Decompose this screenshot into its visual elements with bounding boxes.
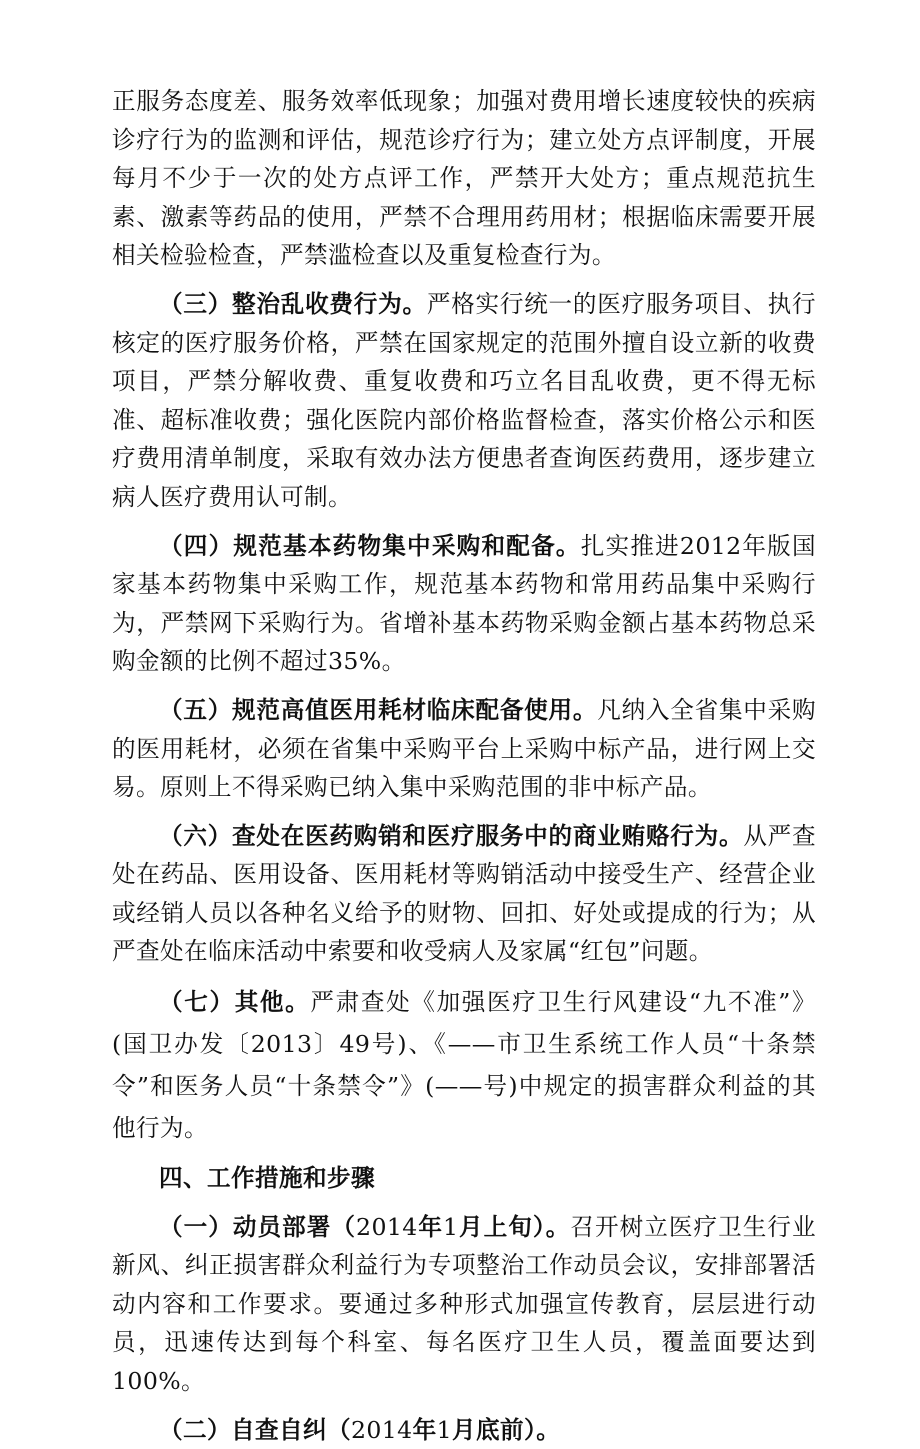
- paragraph-item-7: [112, 981, 816, 1149]
- heading-part: 年: [417, 1212, 443, 1241]
- heading-month: 1: [436, 1415, 453, 1444]
- heading-part: 年: [412, 1415, 437, 1444]
- paragraph-heading: （六）查处在医药购销和医疗服务中的商业贿赂行为。: [159, 821, 744, 850]
- heading-year: 2014: [350, 1415, 413, 1444]
- paragraph-heading: （四）规范基本药物集中采购和配备。: [159, 531, 581, 560]
- paragraph-continuation: [112, 82, 816, 275]
- heading-year: 2014: [356, 1212, 418, 1241]
- paragraph-body: 凡纳入全省集中采购的医用耗材，必须在省集中采购平台上采购中标产品，进行网上交易。原则上不得采购已纳入集中采购范围的非中标产品。: [112, 695, 816, 802]
- paragraph-body: 严格实行统一的医疗服务项目、执行核定的医疗服务价格，严禁在国家规定的范围外擅自设立新的收费项目，严禁分解收费、重复收费和巧立名目乱收费，更不得无标准、超标准收费；强化医院内部价格监督检查，落实价格公示和医疗费用清单制度，采取有效办法方便患者查询医药费用，逐步建立病人医疗费用认可制。: [112, 289, 816, 511]
- section-heading: [112, 1159, 816, 1198]
- heading-part: 月上旬）。: [458, 1212, 571, 1241]
- paragraph-item-5: [112, 691, 816, 807]
- heading-part: 月底前）。: [452, 1415, 561, 1444]
- paragraph-item-4: [112, 527, 816, 681]
- section-title: 四、工作措施和步骤: [159, 1164, 375, 1193]
- paragraph-heading: （五）规范高值医用耗材临床配备使用。: [159, 695, 598, 724]
- paragraph-step-2: [112, 1411, 816, 1449]
- paragraph-item-3: [112, 285, 816, 517]
- heading-month: 1: [442, 1212, 459, 1241]
- paragraph-body: 扎实推进2012年版国家基本药物集中采购工作，规范基本药物和常用药品集中采购行为，严禁网下采购行为。省增补基本药物采购金额占基本药物总采购金额的比例不超过35%。: [112, 531, 816, 676]
- paragraph-body: 从严查处在药品、医用设备、医用耗材等购销活动中接受生产、经营企业或经销人员以各种名义给予的财物、回扣、好处或提成的行为；从严查处在临床活动中索要和收受病人及家属“红包”问题。: [112, 821, 816, 966]
- paragraph-heading: [159, 1213, 570, 1241]
- heading-part: （一）动员部署（: [159, 1212, 357, 1241]
- paragraph-heading: （三）整治乱收费行为。: [159, 289, 427, 318]
- paragraph-body: 召开树立医疗卫生行业新风、纠正损害群众利益行为专项整治工作动员会议，安排部署活动内容和工作要求。要通过多种形式加强宣传教育，层层进行动员，迅速传达到每个科室、每名医疗卫生人员，覆盖面要达到100%。: [112, 1212, 817, 1396]
- paragraph-heading: （七）其他。: [159, 988, 311, 1017]
- paragraph-step-1: [112, 1208, 816, 1401]
- paragraph-item-6: [112, 817, 816, 971]
- paragraph-body: 严肃查处《加强医疗卫生行风建设“九不准”》(国卫办发〔2013〕49号)、《——市卫生系统工作人员“十条禁令”和医务人员“十条禁令”》(——号)中规定的损害群众利益的其他行为。: [112, 988, 816, 1143]
- paragraph-body: 正服务态度差、服务效率低现象；加强对费用增长速度较快的疾病诊疗行为的监测和评估，规范诊疗行为；建立处方点评制度，开展每月不少于一次的处方点评工作，严禁开大处方；重点规范抗生素、激素等药品的使用，严禁不合理用药用材；根据临床需要开展相关检验检查，严禁滥检查以及重复检查行为。: [112, 87, 816, 270]
- heading-part: （二）自查自纠（: [159, 1415, 351, 1444]
- paragraph-heading: [159, 1416, 560, 1444]
